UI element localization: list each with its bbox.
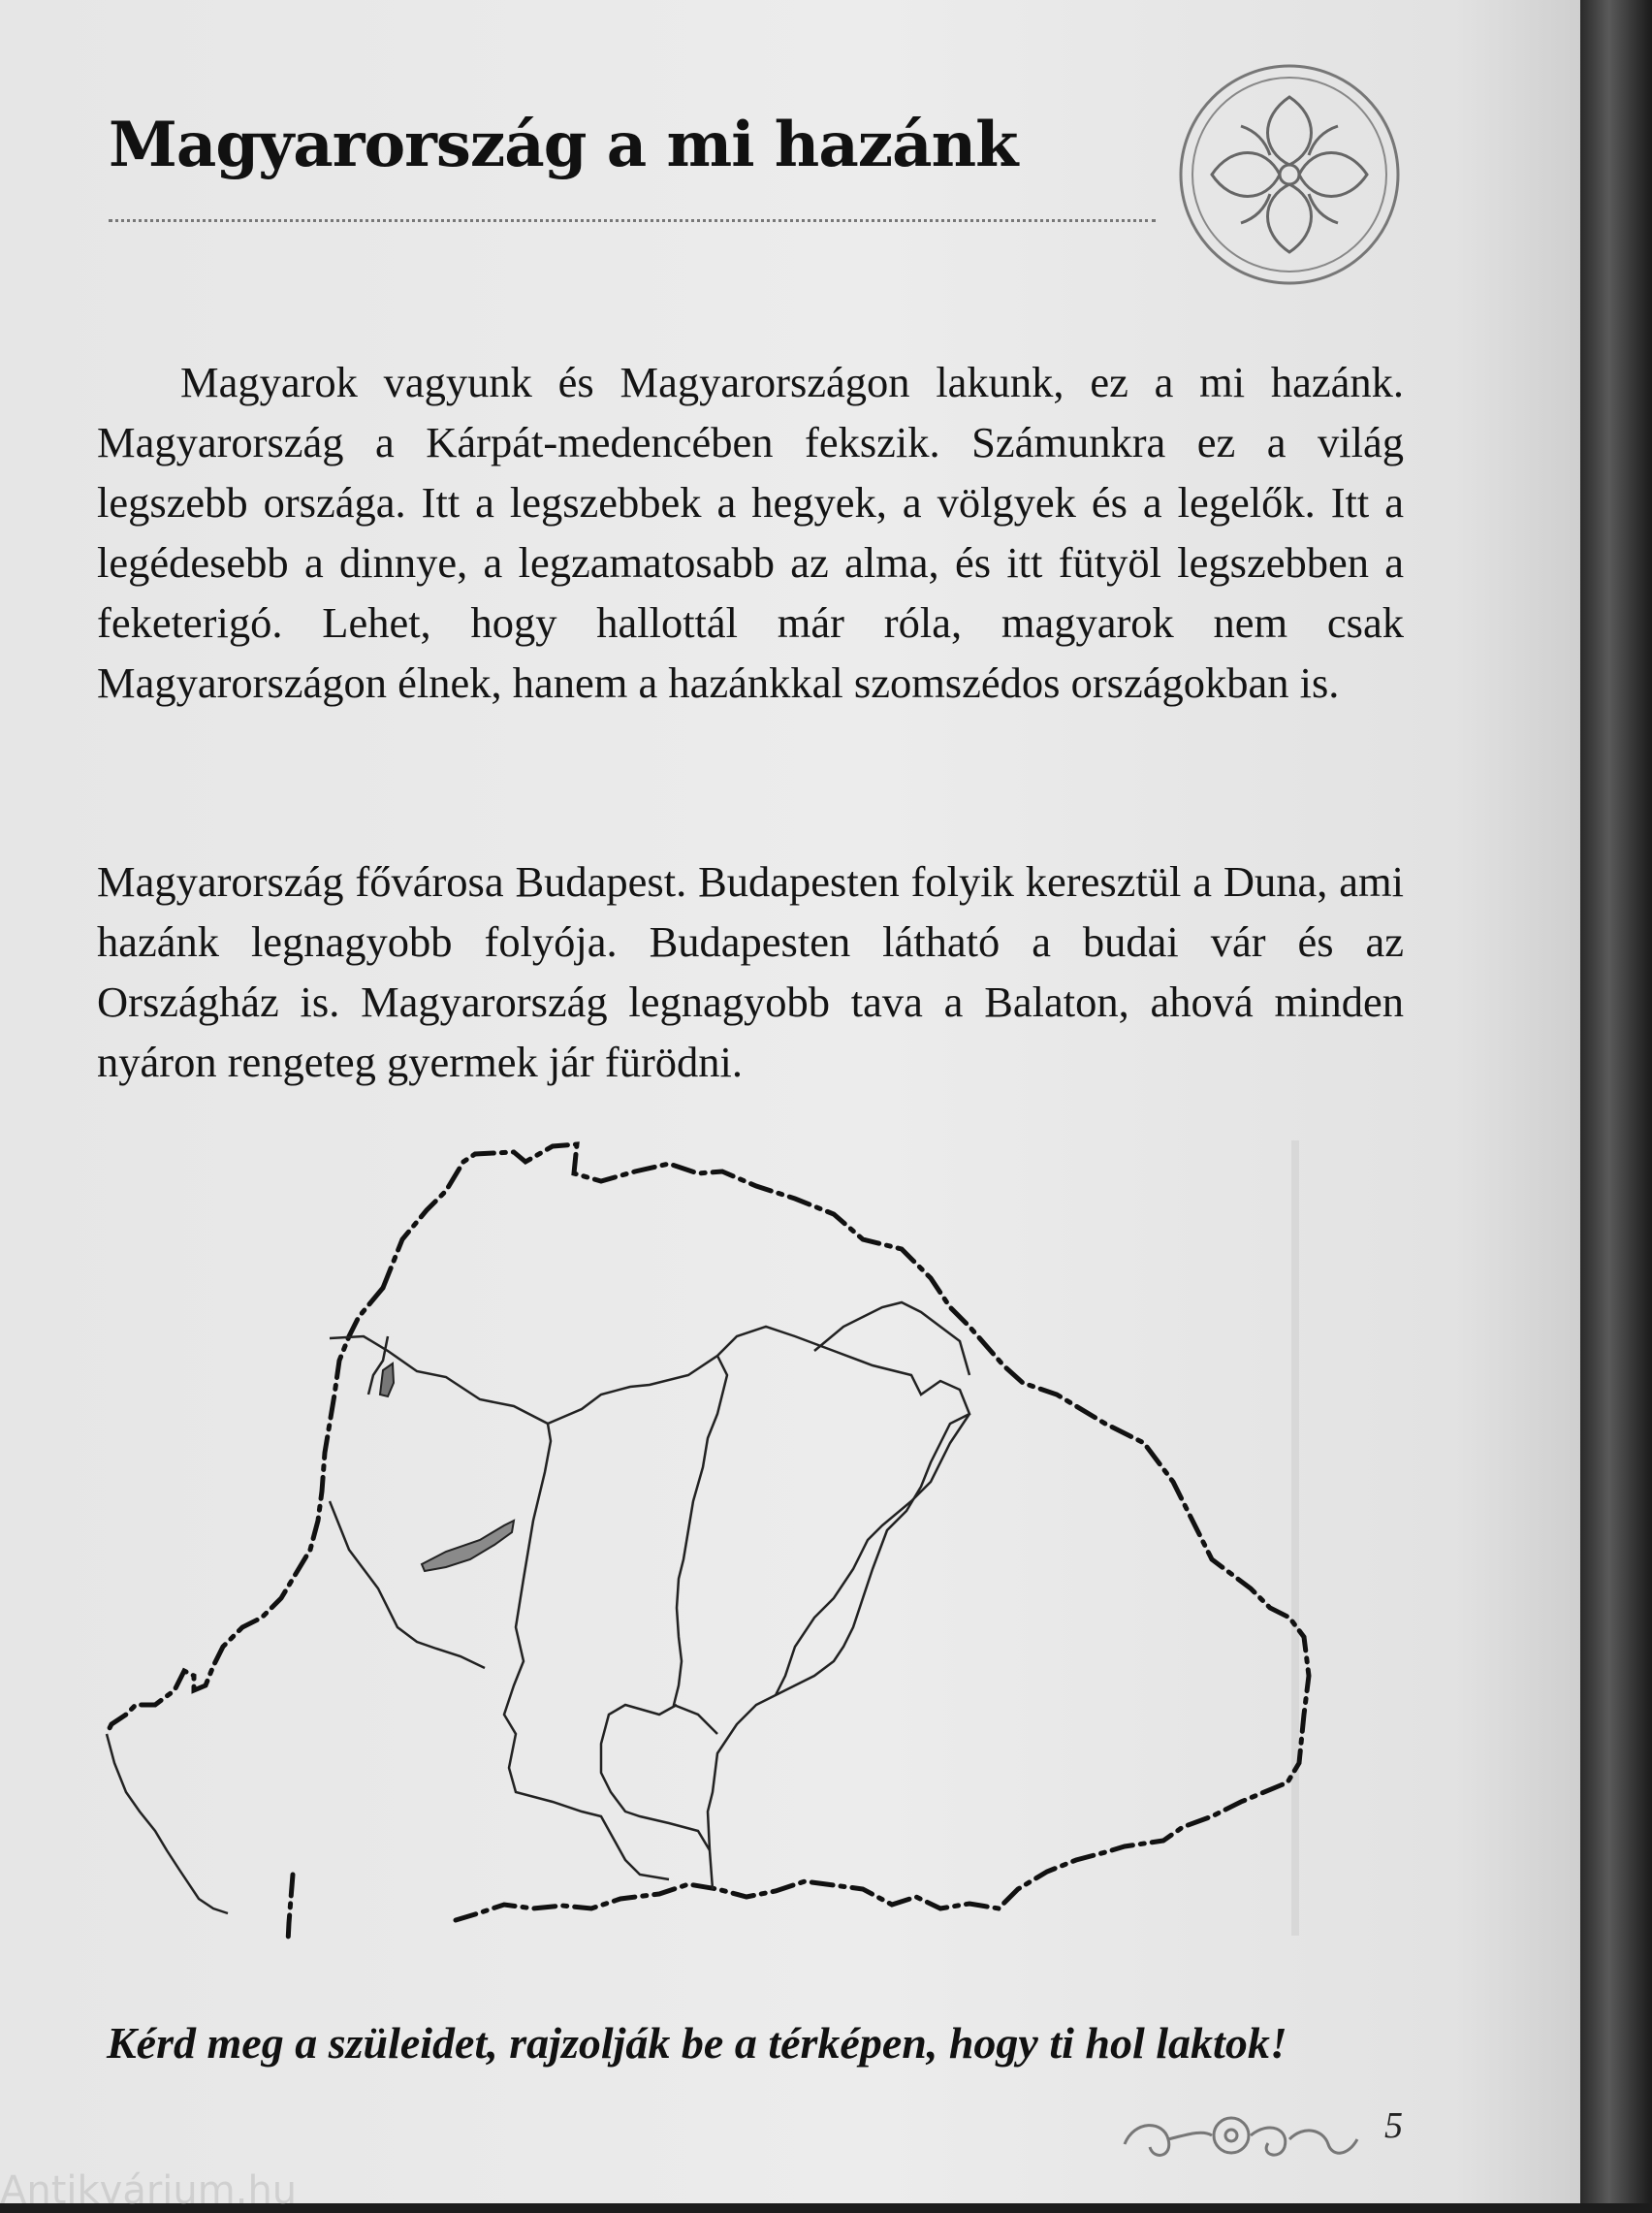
intro-paragraph: Magyarok vagyunk és Magyarországon lakunk, ez a mi hazánk. Magyarország a Kárpát-medencében fekszik. Számunkra ez a világ legszebb országa. Itt a legszebbek a hegyek, a völgyek és a legelők. Itt a legédesebb a dinnye, a legzamatosabb az alma, és itt fütyöl legszebben a feketerigó. Lehet, hogy hallottál már róla, magyarok nem csak Magyarországon élnek, hanem a hazánkkal szomszédos országokban is. (97, 357, 1404, 707)
book-edge (1580, 0, 1652, 2203)
lake-neusiedl (380, 1363, 394, 1396)
lake-balaton (422, 1521, 514, 1571)
page-number: 5 (1384, 2105, 1403, 2146)
watermark: Antikvárium.hu (0, 2168, 298, 2213)
title-divider (109, 219, 1156, 222)
folk-rosette-icon (1173, 58, 1406, 291)
hungary-historical-map (97, 1133, 1357, 1947)
capital-paragraph: Magyarország fővárosa Budapest. Budapesten folyik keresztül a Duna, ami hazánk legnagyobb folyója. Budapesten látható a budai vár és az Országház is. Magyarország legnagyobb tava a Balaton, ahová minden nyáron rengeteg gyermek jár fürödni. (97, 856, 1404, 1086)
coast-and-rivers (107, 1302, 969, 1913)
instruction-text: Kérd meg a szüleidet, rajzolják be a térképen, hogy ti hol laktok! (107, 2018, 1287, 2068)
floral-flourish-icon (1115, 2101, 1367, 2168)
page-title: Magyarország a mi hazánk (109, 109, 1018, 181)
